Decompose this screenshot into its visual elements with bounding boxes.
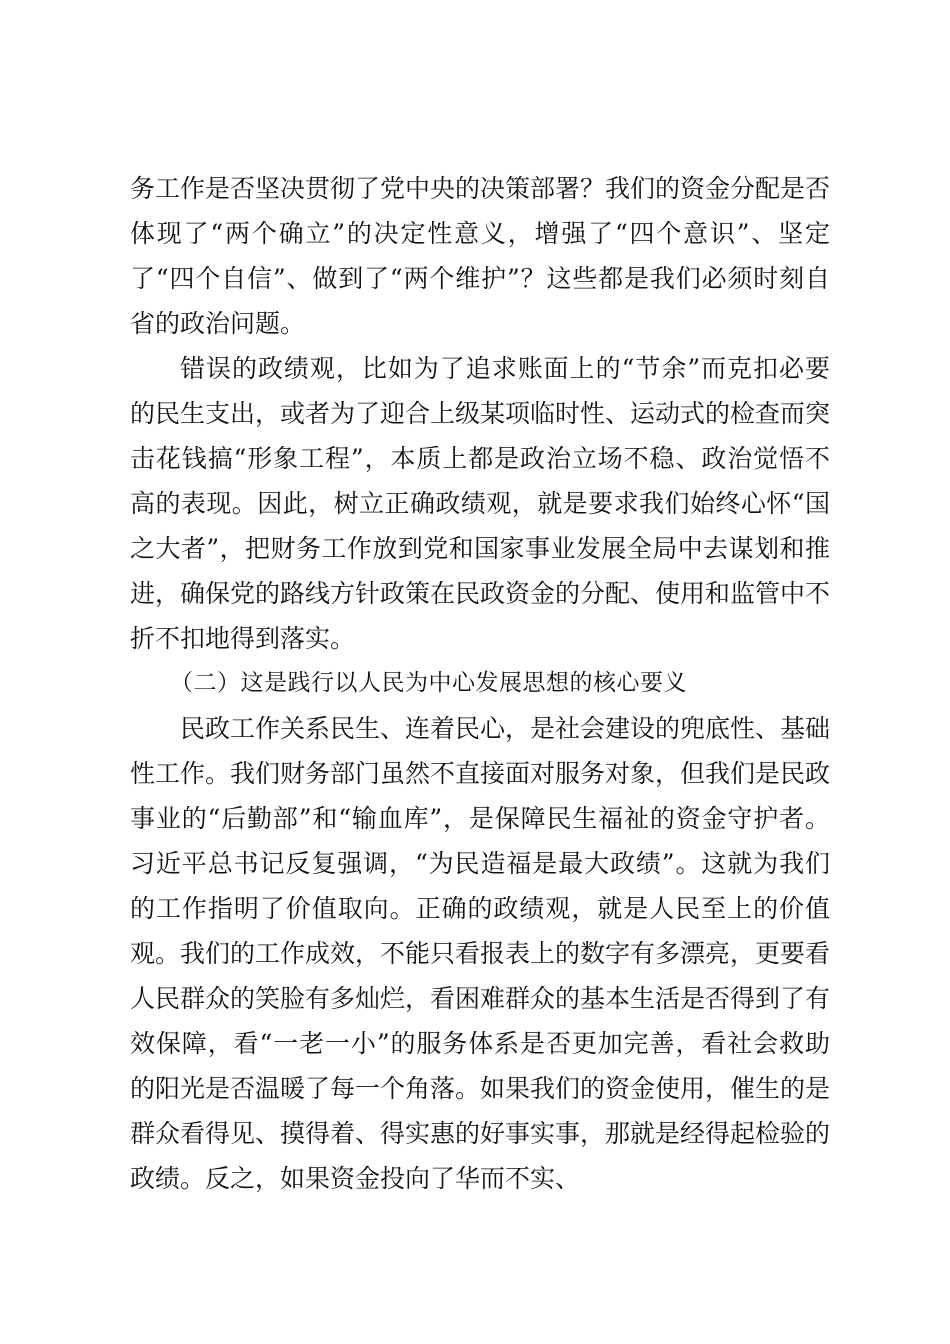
paragraph-continuation: 务工作是否坚决贯彻了党中央的决策部署？我们的资金分配是否体现了“两个确立”的决定性意义，增强了“四个意识”、坚定了“四个自信”、做到了“两个维护”？这些都是我们必须时刻自省的政治问题。 [130, 174, 831, 338]
paragraph-wrong-performance-view: 错误的政绩观，比如为了追求账面上的“节余”而克扣必要的民生支出，或者为了迎合上级某项临时性、运动式的检查而突击花钱搞“形象工程”，本质上都是政治立场不稳、政治觉悟不高的表现。因此，树立正确政绩观，就是要求我们始终心怀“国之大者”，把财务工作放到党和国家事业发展全局中去谋划和推进，确保党的路线方针政策在民政资金的分配、使用和监管中不折不扣地得到落实。 [130, 354, 831, 653]
paragraph-people-centered: 民政工作关系民生、连着民心，是社会建设的兜底性、基础性工作。我们财务部门虽然不直接面对服务对象，但我们是民政事业的“后勤部”和“输血库”，是保障民生福祉的资金守护者。习近平总书记反复强调，“为民造福是最大政绩”。这就为我们的工作指明了价值取向。正确的政绩观，就是人民至上的价值观。我们的工作成效，不能只看报表上的数字有多漂亮，更要看人民群众的笑脸有多灿烂，看困难群众的基本生活是否得到了有效保障，看“一老一小”的服务体系是否更加完善，看社会救助的阳光是否温暖了每一个角落。如果我们的资金使用，催生的是群众看得见、摸得着、得实惠的好事实事，那就是经得起检验的政绩。反之，如果资金投向了华而不实、 [130, 714, 831, 1193]
section-heading: （二）这是践行以人民为中心发展思想的核心要义 [170, 670, 687, 696]
body-text [130, 166, 830, 1201]
